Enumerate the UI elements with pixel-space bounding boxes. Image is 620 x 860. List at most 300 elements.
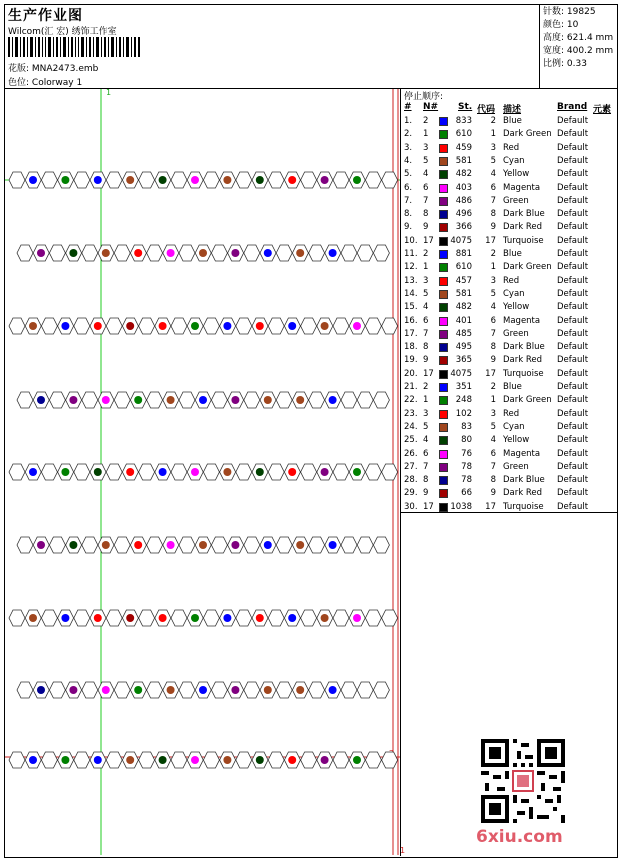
cell-code: 1 bbox=[490, 395, 496, 406]
color-dot bbox=[199, 249, 207, 257]
cell-brand: Default bbox=[557, 182, 589, 193]
color-dot bbox=[256, 614, 264, 622]
page-title: 生产作业图 bbox=[8, 8, 83, 24]
cell-code: 4 bbox=[490, 302, 496, 313]
cell-code: 9 bbox=[490, 488, 496, 499]
cell-code: 6 bbox=[490, 315, 496, 326]
color-dot bbox=[321, 756, 329, 764]
hexagon-motif bbox=[244, 245, 260, 261]
barcode-icon bbox=[8, 37, 140, 57]
hexagon-motif bbox=[301, 464, 317, 480]
cell-stitches: 4075 bbox=[450, 368, 472, 379]
cell-desc: Dark Green bbox=[503, 129, 552, 140]
color-dot bbox=[256, 468, 264, 476]
hexagon-motif bbox=[211, 537, 227, 553]
table-row bbox=[404, 315, 616, 328]
cell-needle: 17 bbox=[423, 501, 434, 512]
cell-num: 10. bbox=[404, 235, 418, 246]
color-dot bbox=[353, 176, 361, 184]
table-row bbox=[404, 248, 616, 261]
width-label: 宽度: bbox=[543, 46, 565, 56]
hexagon-motif bbox=[203, 610, 219, 626]
hexagon-motif bbox=[74, 610, 90, 626]
color-dot bbox=[94, 468, 102, 476]
cell-stitches: 482 bbox=[455, 169, 472, 180]
table-row bbox=[404, 221, 616, 234]
color-swatch bbox=[439, 436, 448, 445]
color-dot bbox=[191, 614, 199, 622]
color-dot bbox=[264, 541, 272, 549]
hexagon-motif bbox=[268, 610, 284, 626]
cell-desc: Dark Blue bbox=[503, 475, 545, 486]
cell-code: 5 bbox=[490, 155, 496, 166]
color-dot bbox=[296, 541, 304, 549]
hexagon-motif bbox=[357, 245, 373, 261]
color-swatch bbox=[439, 370, 448, 379]
hexagon-motif bbox=[365, 318, 381, 334]
cell-stitches: 365 bbox=[455, 355, 472, 366]
cell-needle: 6 bbox=[423, 315, 429, 326]
table-row bbox=[404, 487, 616, 500]
table-row bbox=[404, 448, 616, 461]
color-dot bbox=[288, 468, 296, 476]
cell-num: 12. bbox=[404, 262, 418, 273]
cell-desc: Dark Red bbox=[503, 355, 543, 366]
color-dot bbox=[288, 176, 296, 184]
cell-code: 3 bbox=[490, 275, 496, 286]
cell-stitches: 495 bbox=[455, 342, 472, 353]
cell-brand: Default bbox=[557, 435, 589, 446]
cell-brand: Default bbox=[557, 235, 589, 246]
cell-desc: Dark Red bbox=[503, 222, 543, 233]
color-dot bbox=[167, 249, 175, 257]
hexagon-motif bbox=[49, 682, 65, 698]
color-dot bbox=[69, 686, 77, 694]
cell-num: 4. bbox=[404, 155, 413, 166]
cell-desc: Cyan bbox=[503, 155, 525, 166]
cell-code: 7 bbox=[490, 328, 496, 339]
cell-desc: Dark Red bbox=[503, 488, 543, 499]
cell-num: 6. bbox=[404, 182, 413, 193]
hexagon-motif bbox=[341, 245, 357, 261]
hexagon-motif bbox=[106, 464, 122, 480]
table-row bbox=[404, 434, 616, 447]
color-dot bbox=[61, 176, 69, 184]
color-dot bbox=[223, 322, 231, 330]
hexagon-motif bbox=[382, 172, 398, 188]
color-dot bbox=[264, 396, 272, 404]
hexagon-motif bbox=[309, 537, 325, 553]
cell-num: 16. bbox=[404, 315, 418, 326]
cell-needle: 9 bbox=[423, 488, 429, 499]
cell-num: 28. bbox=[404, 475, 418, 486]
col-header-code: 代码 bbox=[477, 105, 496, 115]
color-dot bbox=[61, 756, 69, 764]
cell-brand: Default bbox=[557, 262, 589, 273]
color-dot bbox=[29, 176, 37, 184]
color-dot bbox=[37, 541, 45, 549]
header-stats-divider bbox=[539, 4, 540, 89]
color-dot bbox=[94, 176, 102, 184]
hexagon-motif bbox=[147, 537, 163, 553]
hexagon-motif bbox=[244, 682, 260, 698]
color-dot bbox=[264, 249, 272, 257]
color-dot bbox=[329, 249, 337, 257]
cell-needle: 4 bbox=[423, 435, 429, 446]
hexagon-motif bbox=[9, 172, 25, 188]
color-dot bbox=[296, 396, 304, 404]
cell-needle: 6 bbox=[423, 182, 429, 193]
color-dot bbox=[223, 756, 231, 764]
table-row bbox=[404, 235, 616, 248]
cell-brand: Default bbox=[557, 355, 589, 366]
cell-brand: Default bbox=[557, 342, 589, 353]
color-dot bbox=[69, 396, 77, 404]
cell-num: 14. bbox=[404, 288, 418, 299]
hexagon-motif bbox=[373, 245, 389, 261]
hexagon-motif bbox=[333, 610, 349, 626]
color-dot bbox=[37, 249, 45, 257]
cell-num: 26. bbox=[404, 448, 418, 459]
color-dot bbox=[134, 249, 142, 257]
cell-num: 21. bbox=[404, 382, 418, 392]
cell-stitches: 581 bbox=[455, 288, 472, 299]
hexagon-motif bbox=[309, 245, 325, 261]
color-dot bbox=[102, 686, 110, 694]
hexagon-motif bbox=[341, 682, 357, 698]
qr-code-icon bbox=[481, 739, 565, 823]
color-swatch bbox=[439, 157, 448, 166]
table-row bbox=[404, 421, 616, 434]
hexagon-motif bbox=[276, 245, 292, 261]
cell-desc: Turquoise bbox=[503, 235, 544, 246]
hexagon-motif bbox=[301, 318, 317, 334]
color-dot bbox=[231, 396, 239, 404]
hexagon-motif bbox=[382, 752, 398, 768]
hexagon-motif bbox=[268, 318, 284, 334]
hexagon-motif bbox=[341, 537, 357, 553]
hexagon-motif bbox=[82, 682, 98, 698]
color-swatch bbox=[439, 450, 448, 459]
color-swatch bbox=[439, 476, 448, 485]
hexagon-motif bbox=[171, 752, 187, 768]
hexagon-motif bbox=[17, 537, 33, 553]
height-value: 621.4 mm bbox=[566, 33, 614, 43]
cell-needle: 7 bbox=[423, 195, 429, 206]
hexagon-motif bbox=[179, 537, 195, 553]
color-dot bbox=[61, 614, 69, 622]
start-marker: 1 bbox=[106, 88, 112, 97]
color-swatch bbox=[439, 463, 448, 472]
cell-desc: Turquoise bbox=[503, 368, 544, 379]
color-dot bbox=[134, 541, 142, 549]
stop-sequence-title: 停止顺序: bbox=[404, 92, 444, 102]
cell-stitches: 485 bbox=[455, 328, 472, 339]
cell-stitches: 496 bbox=[455, 209, 472, 220]
hexagon-motif bbox=[82, 392, 98, 408]
cell-code: 7 bbox=[490, 195, 496, 206]
color-dot bbox=[329, 686, 337, 694]
cell-brand: Default bbox=[557, 461, 589, 472]
cell-needle: 2 bbox=[423, 116, 429, 126]
hexagon-motif bbox=[41, 172, 57, 188]
table-row bbox=[404, 501, 616, 514]
cell-num: 7. bbox=[404, 195, 413, 206]
color-dot bbox=[29, 468, 37, 476]
cell-needle: 3 bbox=[423, 275, 429, 286]
color-swatch bbox=[439, 197, 448, 206]
hexagon-motif bbox=[236, 464, 252, 480]
color-dot bbox=[126, 176, 134, 184]
color-dot bbox=[167, 541, 175, 549]
color-swatch bbox=[439, 396, 448, 405]
design-file-label: 花版: bbox=[8, 64, 30, 74]
color-swatch bbox=[439, 144, 448, 153]
hexagon-motif bbox=[301, 752, 317, 768]
hexagon-motif bbox=[365, 464, 381, 480]
color-dot bbox=[61, 322, 69, 330]
hexagon-motif bbox=[74, 172, 90, 188]
cell-num: 29. bbox=[404, 488, 418, 499]
hexagon-motif bbox=[373, 537, 389, 553]
table-row bbox=[404, 115, 616, 128]
color-dot bbox=[37, 396, 45, 404]
cell-needle: 6 bbox=[423, 448, 429, 459]
cell-stitches: 83 bbox=[461, 421, 472, 432]
cell-desc: Magenta bbox=[503, 182, 541, 193]
color-dot bbox=[321, 614, 329, 622]
cell-num: 20. bbox=[404, 368, 418, 379]
hexagon-motif bbox=[41, 752, 57, 768]
cell-stitches: 581 bbox=[455, 155, 472, 166]
color-swatch bbox=[439, 130, 448, 139]
color-swatch bbox=[439, 223, 448, 232]
hexagon-motif bbox=[171, 172, 187, 188]
hexagon-motif bbox=[203, 752, 219, 768]
hexagon-motif bbox=[106, 318, 122, 334]
color-swatch bbox=[439, 210, 448, 219]
color-dot bbox=[353, 322, 361, 330]
color-dot bbox=[353, 468, 361, 476]
hexagon-motif bbox=[179, 392, 195, 408]
cell-brand: Default bbox=[557, 315, 589, 326]
color-swatch bbox=[439, 303, 448, 312]
table-row bbox=[404, 408, 616, 421]
cell-desc: Magenta bbox=[503, 315, 541, 326]
cell-num: 30. bbox=[404, 501, 418, 512]
hexagon-motif bbox=[244, 537, 260, 553]
color-dot bbox=[321, 322, 329, 330]
cell-code: 5 bbox=[490, 288, 496, 299]
color-dot bbox=[199, 541, 207, 549]
color-swatch bbox=[439, 503, 448, 512]
cell-stitches: 833 bbox=[455, 116, 472, 126]
cell-brand: Default bbox=[557, 382, 589, 392]
hexagon-motif bbox=[41, 610, 57, 626]
hexagon-motif bbox=[106, 172, 122, 188]
table-row bbox=[404, 182, 616, 195]
cell-code: 2 bbox=[490, 249, 496, 259]
hexagon-motif bbox=[301, 172, 317, 188]
cell-desc: Yellow bbox=[503, 169, 530, 180]
hexagon-motif bbox=[309, 392, 325, 408]
cell-code: 9 bbox=[490, 355, 496, 366]
hexagon-motif bbox=[114, 537, 130, 553]
cell-brand: Default bbox=[557, 155, 589, 166]
color-dot bbox=[321, 176, 329, 184]
cell-code: 4 bbox=[490, 169, 496, 180]
cell-brand: Default bbox=[557, 209, 589, 220]
table-row bbox=[404, 354, 616, 367]
color-dot bbox=[159, 756, 167, 764]
table-row bbox=[404, 461, 616, 474]
color-dot bbox=[159, 614, 167, 622]
colors-label: 颜色: bbox=[543, 20, 565, 30]
hexagon-motif bbox=[382, 464, 398, 480]
color-dot bbox=[231, 249, 239, 257]
color-dot bbox=[191, 322, 199, 330]
color-dot bbox=[199, 396, 207, 404]
cell-code: 7 bbox=[490, 461, 496, 472]
color-swatch bbox=[439, 117, 448, 126]
table-row bbox=[404, 142, 616, 155]
color-dot bbox=[191, 176, 199, 184]
cell-brand: Default bbox=[557, 116, 589, 126]
color-dot bbox=[288, 322, 296, 330]
hexagon-motif bbox=[41, 318, 57, 334]
bottom-marker: 1 bbox=[400, 846, 406, 855]
color-swatch bbox=[439, 356, 448, 365]
hexagon-motif bbox=[147, 682, 163, 698]
cell-needle: 9 bbox=[423, 355, 429, 366]
color-dot bbox=[321, 468, 329, 476]
col-header-element: 元素 bbox=[593, 105, 612, 115]
cell-desc: Red bbox=[503, 142, 520, 153]
hexagon-motif bbox=[74, 464, 90, 480]
col-header-brand: Brand bbox=[557, 102, 588, 112]
cell-desc: Dark Green bbox=[503, 262, 552, 273]
color-dot bbox=[159, 176, 167, 184]
color-dot bbox=[256, 322, 264, 330]
cell-num: 24. bbox=[404, 421, 418, 432]
hexagon-motif bbox=[276, 682, 292, 698]
hexagon-motif bbox=[333, 464, 349, 480]
hexagon-motif bbox=[49, 245, 65, 261]
hexagon-motif bbox=[333, 172, 349, 188]
hexagon-motif bbox=[341, 392, 357, 408]
cell-desc: Red bbox=[503, 275, 520, 286]
col-header-num: # bbox=[404, 102, 412, 112]
cell-stitches: 80 bbox=[461, 435, 472, 446]
col-header-desc: 描述 bbox=[503, 105, 522, 115]
cell-desc: Dark Blue bbox=[503, 342, 545, 353]
color-dot bbox=[353, 614, 361, 622]
hexagon-motif bbox=[147, 245, 163, 261]
hexagon-motif bbox=[17, 682, 33, 698]
color-dot bbox=[191, 468, 199, 476]
hexagon-motif bbox=[203, 172, 219, 188]
color-dot bbox=[223, 468, 231, 476]
hexagon-motif bbox=[139, 318, 155, 334]
color-dot bbox=[296, 249, 304, 257]
colorway-value: Colorway 1 bbox=[31, 78, 83, 88]
cell-brand: Default bbox=[557, 169, 589, 180]
hexagon-motif bbox=[179, 245, 195, 261]
color-swatch bbox=[439, 489, 448, 498]
cell-desc: Yellow bbox=[503, 435, 530, 446]
color-dot bbox=[199, 686, 207, 694]
cell-needle: 5 bbox=[423, 421, 429, 432]
table-row bbox=[404, 288, 616, 301]
cell-needle: 4 bbox=[423, 302, 429, 313]
cell-stitches: 610 bbox=[455, 262, 472, 273]
color-dot bbox=[167, 396, 175, 404]
hexagon-rows bbox=[9, 172, 398, 768]
color-dot bbox=[231, 686, 239, 694]
color-swatch bbox=[439, 330, 448, 339]
table-row bbox=[404, 275, 616, 288]
cell-needle: 17 bbox=[423, 235, 434, 246]
design-file-line bbox=[8, 61, 98, 74]
colorway-line bbox=[8, 75, 82, 88]
color-dot bbox=[29, 756, 37, 764]
color-dot bbox=[353, 756, 361, 764]
hexagon-motif bbox=[236, 172, 252, 188]
hexagon-motif bbox=[82, 537, 98, 553]
color-swatch bbox=[439, 184, 448, 193]
hexagon-motif bbox=[333, 318, 349, 334]
cell-needle: 7 bbox=[423, 461, 429, 472]
cell-desc: Green bbox=[503, 195, 529, 206]
design-file-value: MNA2473.emb bbox=[31, 64, 99, 74]
color-swatch bbox=[439, 170, 448, 179]
hexagon-motif bbox=[74, 752, 90, 768]
color-dot bbox=[329, 396, 337, 404]
hexagon-motif bbox=[9, 752, 25, 768]
cell-code: 2 bbox=[490, 116, 496, 126]
cell-stitches: 78 bbox=[461, 461, 472, 472]
cell-num: 25. bbox=[404, 435, 418, 446]
color-dot bbox=[61, 468, 69, 476]
color-dot bbox=[37, 686, 45, 694]
hexagon-motif bbox=[139, 610, 155, 626]
table-row bbox=[404, 195, 616, 208]
design-preview bbox=[5, 88, 406, 855]
col-header-stitches: St. bbox=[458, 102, 473, 112]
color-dot bbox=[29, 322, 37, 330]
cell-code: 8 bbox=[490, 342, 496, 353]
color-dot bbox=[126, 614, 134, 622]
cell-desc: Blue bbox=[503, 382, 522, 392]
cell-stitches: 482 bbox=[455, 302, 472, 313]
cell-num: 15. bbox=[404, 302, 418, 313]
color-swatch bbox=[439, 237, 448, 246]
color-dot bbox=[167, 686, 175, 694]
cell-code: 3 bbox=[490, 142, 496, 153]
hexagon-motif bbox=[203, 318, 219, 334]
cell-needle: 5 bbox=[423, 155, 429, 166]
cell-brand: Default bbox=[557, 421, 589, 432]
hexagon-motif bbox=[179, 682, 195, 698]
cell-num: 1. bbox=[404, 116, 413, 126]
color-dot bbox=[296, 686, 304, 694]
scale-label: 比例: bbox=[543, 59, 565, 69]
cell-stitches: 4075 bbox=[450, 235, 472, 246]
cell-brand: Default bbox=[557, 368, 589, 379]
cell-code: 4 bbox=[490, 435, 496, 446]
color-swatch bbox=[439, 383, 448, 392]
cell-num: 5. bbox=[404, 169, 413, 180]
